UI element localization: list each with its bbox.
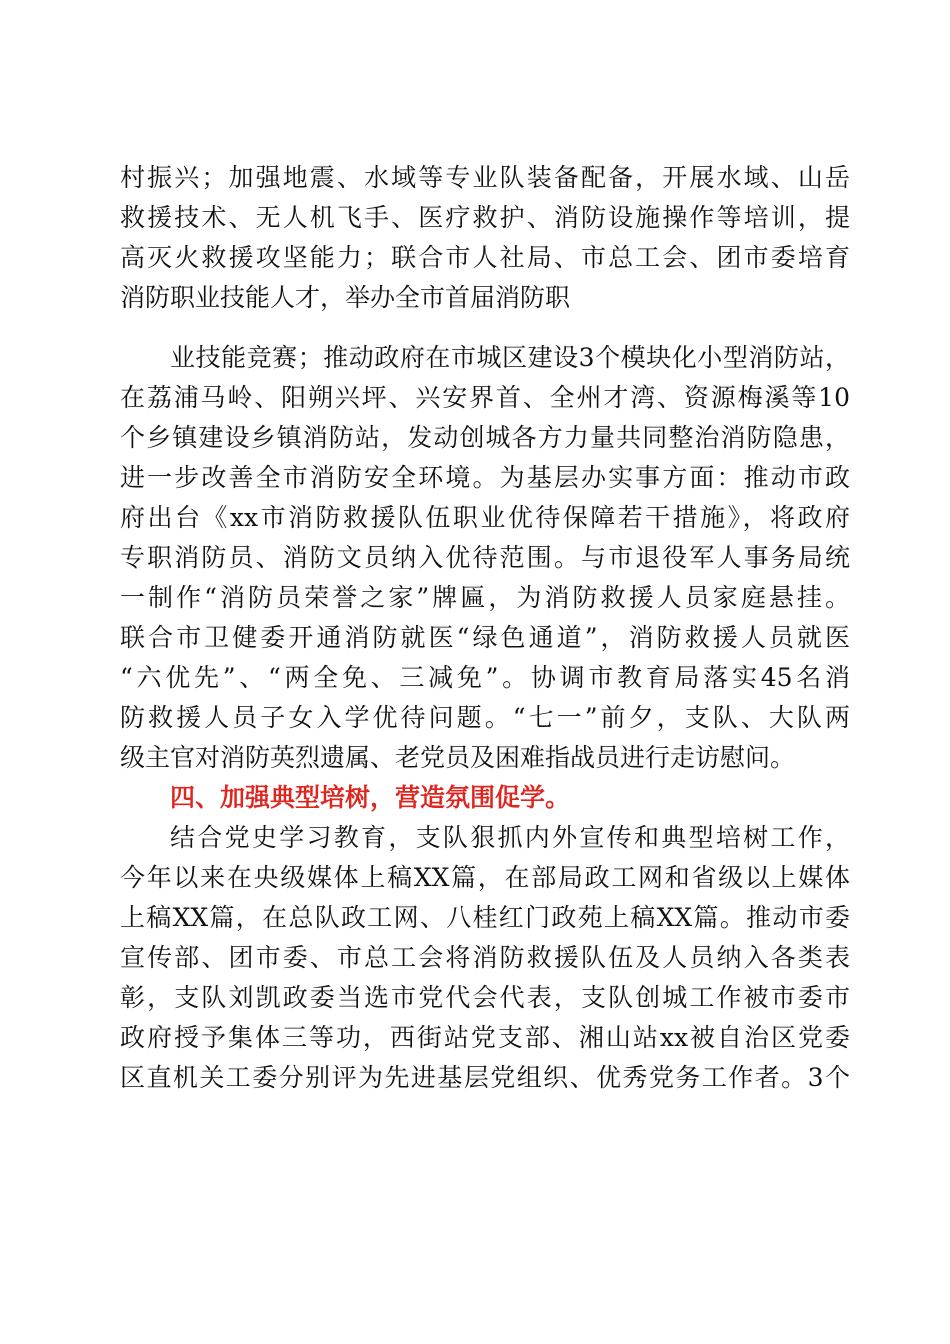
text-line: 级主官对消防英烈遗属、老党员及困难指战员进行走访慰问。: [120, 743, 796, 772]
text-line: 个乡镇建设乡镇消防站，发动创城各方力量共同整治消防隐患，: [120, 423, 850, 452]
text-line: 彰，支队刘凯政委当选市党代会代表，支队创城工作被市委市: [120, 983, 850, 1012]
paragraph-1: [120, 158, 850, 318]
text-line: 结合党史学习教育，支队狠抓内外宣传和典型培树工作，: [170, 823, 850, 852]
text-line: 村振兴；加强地震、水域等专业队装备配备，开展水域、山岳: [120, 163, 850, 192]
paragraph-2: [120, 338, 850, 778]
text-line: 进一步改善全市消防安全环境。为基层办实事方面：推动市政: [120, 463, 850, 492]
text-line: 政府授予集体三等功，西街站党支部、湘山站xx被自治区党委: [120, 1023, 850, 1052]
text-line: 防救援人员子女入学优待问题。“七一”前夕，支队、大队两: [120, 703, 850, 732]
text-line: “六优先”、“两全免、三减免”。协调市教育局落实45名消: [120, 663, 850, 692]
text-line: 上稿XX篇，在总队政工网、八桂红门政苑上稿XX篇。推动市委: [120, 903, 850, 932]
text-line: 一制作“消防员荣誉之家”牌匾，为消防救援人员家庭悬挂。: [120, 583, 850, 612]
text-line: 宣传部、团市委、市总工会将消防救援队伍及人员纳入各类表: [120, 943, 850, 972]
text-line: 高灭火救援攻坚能力；联合市人社局、市总工会、团市委培育: [120, 243, 850, 272]
text-line: 专职消防员、消防文员纳入优待范围。与市退役军人事务局统: [120, 543, 850, 572]
text-line: 救援技术、无人机飞手、医疗救护、消防设施操作等培训，提: [120, 203, 850, 232]
text-line: 消防职业技能人才，举办全市首届消防职: [120, 283, 571, 312]
text-line: 联合市卫健委开通消防就医“绿色通道”，消防救援人员就医: [120, 623, 850, 652]
text-line: 在荔浦马岭、阳朔兴坪、兴安界首、全州才湾、资源梅溪等10: [120, 383, 850, 412]
document-body: [120, 158, 850, 1098]
text-line: 区直机关工委分别评为先进基层党组织、优秀党务工作者。3个: [120, 1063, 850, 1092]
section-heading: 四、加强典型培树，营造氛围促学。: [170, 783, 571, 812]
text-line: 府出台《xx市消防救援队伍职业优待保障若干措施》，将政府: [120, 503, 850, 532]
text-line: 今年以来在央级媒体上稿XX篇，在部局政工网和省级以上媒体: [120, 863, 850, 892]
paragraph-3: [120, 818, 850, 1098]
text-line: 业技能竞赛；推动政府在市城区建设3个模块化小型消防站，: [170, 343, 850, 372]
